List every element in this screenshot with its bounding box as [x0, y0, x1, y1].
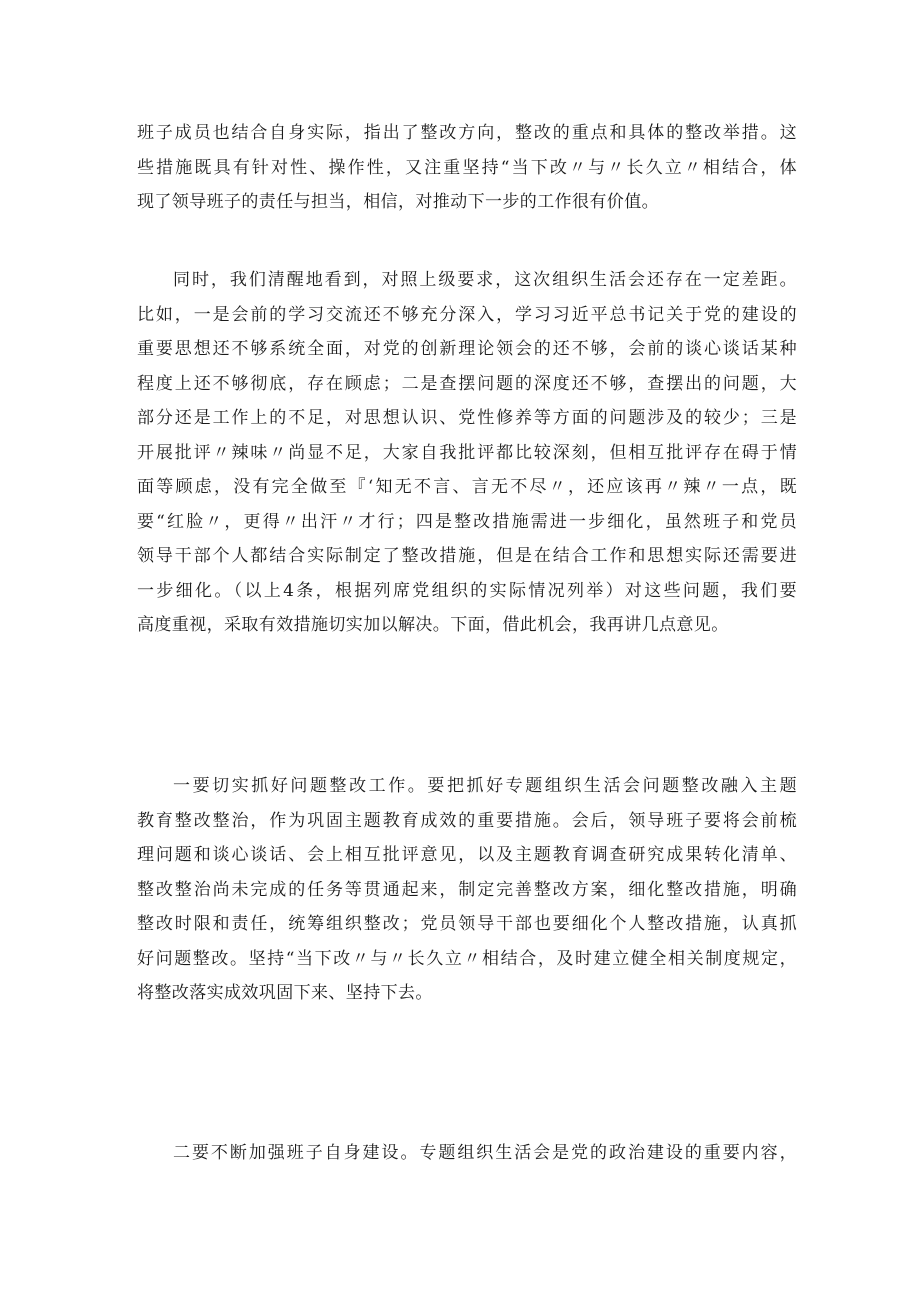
- paragraph-1: [137, 116, 797, 220]
- text-line: 要“红脸〃，更得〃出汗〃才行；四是整改措施需进一步细化，虽然班子和党员: [137, 511, 797, 532]
- text-line: 将整改落实成效巩固下来、坚持下去。: [137, 983, 433, 1003]
- text-line: 高度重视，采取有效措施切实加以解决。下面，借此机会，我再讲几点意见。: [137, 615, 729, 635]
- text-line: 现了领导班子的责任与担当，相信，对推动下一步的工作很有价值。: [137, 192, 659, 212]
- text-line: 程度上还不够彻底，存在顾虑；二是查摆问题的深度还不够，查摆出的问题，大: [137, 373, 797, 394]
- text-line: 教育整改整治，作为巩固主题教育成效的重要措施。会后，领导班子要将会前梳: [137, 810, 797, 831]
- text-line: 开展批评〃辣味〃尚显不足，大家自我批评都比较深刻，但相互批评存在碍于情: [137, 442, 797, 463]
- text-line: 整改时限和责任，统筹组织整改；党员领导干部也要细化个人整改措施，认真抓: [137, 914, 797, 934]
- text-line: 理问题和谈心谈话、会上相互批评意见，以及主题教育调查研究成果转化清单、: [137, 845, 797, 865]
- text-line: 一步细化。（以上4条，根据列席党组织的实际情况列举）对这些问题，我们要: [137, 580, 797, 601]
- text-line: 班子成员也结合自身实际，指出了整改方向，整改的重点和具体的整改举措。这: [137, 123, 797, 143]
- text-line: 好问题整改。坚持“当下改〃与〃长久立〃相结合，及时建立健全相关制度规定，: [137, 948, 797, 969]
- paragraph-4: [137, 1136, 797, 1171]
- paragraph-3: [137, 769, 797, 1011]
- text-line: 二要不断加强班子自身建设。专题组织生活会是党的政治建设的重要内容，: [173, 1143, 797, 1163]
- text-line: 领导干部个人都结合实际制定了整改措施，但是在结合工作和思想实际还需要进: [137, 546, 797, 566]
- text-line: 面等顾虑，没有完全做至『‘知无不言、言无不尽〃，还应该再〃辣〃一点，既: [137, 477, 797, 497]
- text-line: 部分还是工作上的不足，对思想认识、党性修养等方面的问题涉及的较少；三是: [137, 408, 797, 428]
- text-line: 同时，我们清醒地看到，对照上级要求，这次组织生活会还存在一定差距。: [173, 270, 797, 290]
- text-line: 重要思想还不够系统全面，对党的创新理论领会的还不够，会前的谈心谈话某种: [137, 339, 797, 359]
- text-line: 比如，一是会前的学习交流还不够充分深入，学习习近平总书记关于党的建设的: [137, 304, 797, 325]
- paragraph-2: [137, 263, 797, 643]
- text-line: 一要切实抓好问题整改工作。要把抓好专题组织生活会问题整改融入主题: [173, 776, 797, 796]
- text-line: 些措施既具有针对性、操作性，又注重坚持“当下改〃与〃长久立〃相结合，体: [137, 157, 797, 178]
- text-line: 整改整治尚未完成的任务等贯通起来，制定完善整改方案，细化整改措施，明确: [137, 879, 797, 900]
